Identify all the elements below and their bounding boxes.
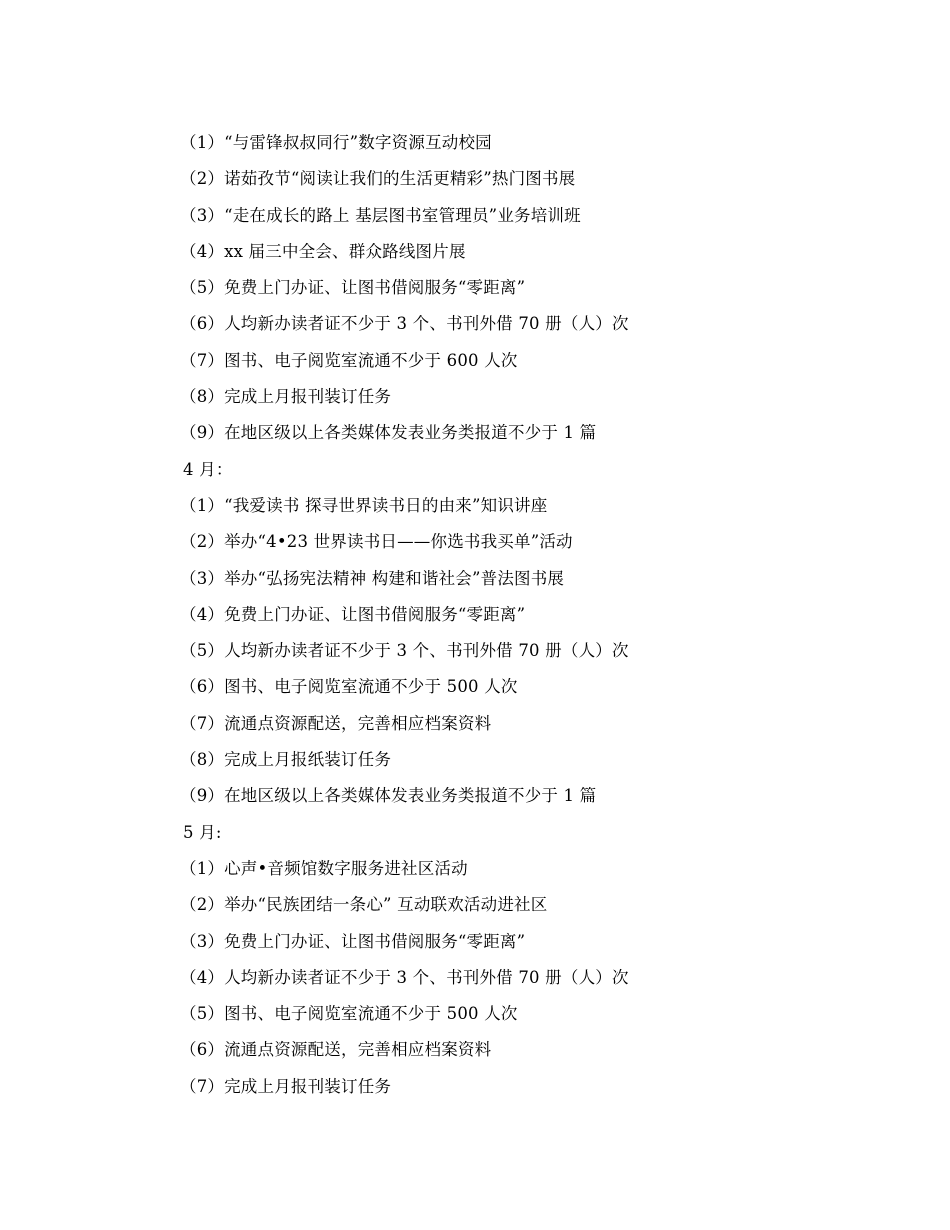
document-body [180,125,880,1105]
list-item: （1）“我爱读书 探寻世界读书日的由来”知识讲座 [180,495,548,515]
list-item: （7）完成上月报刊装订任务 [180,1076,392,1096]
list-item: （6）图书、电子阅览室流通不少于 500 人次 [180,677,518,697]
section-heading-may: 5 月: [183,822,222,842]
list-item: （5）图书、电子阅览室流通不少于 500 人次 [180,1004,518,1024]
list-item: （4）xx 届三中全会、群众路线图片展 [180,241,466,261]
list-item: （7）流通点资源配送，完善相应档案资料 [180,713,492,733]
list-item: （2）举办“民族团结一条心” 互动联欢活动进社区 [180,895,548,915]
section-april [180,452,880,815]
list-item: （8）完成上月报纸装订任务 [180,750,392,770]
list-item: （1）“与雷锋叔叔同行”数字资源互动校园 [180,133,492,152]
list-item: （3）举办“弘扬宪法精神 构建和谐社会”普法图书展 [180,568,565,588]
list-item: （2）举办“4•23 世界读书日——你选书我买单”活动 [180,532,573,552]
list-item: （6）人均新办读者证不少于 3 个、书刊外借 70 册（人）次 [180,314,629,334]
list-item: （7）图书、电子阅览室流通不少于 600 人次 [180,350,518,370]
list-item: （2）诺茹孜节“阅读让我们的生活更精彩”热门图书展 [180,169,576,189]
list-item: （1）心声•音频馆数字服务进社区活动 [180,858,468,878]
list-item: （3）“走在成长的路上 基层图书室管理员”业务培训班 [180,205,581,225]
list-item: （3）免费上门办证、让图书借阅服务“零距离” [180,931,526,951]
section-march-continued [180,125,880,452]
list-item: （8）完成上月报刊装订任务 [180,387,392,407]
list-item: （6）流通点资源配送，完善相应档案资料 [180,1040,492,1060]
section-heading-april: 4 月： [183,459,233,479]
list-item: （5）免费上门办证、让图书借阅服务“零距离” [180,278,526,298]
list-item: （9）在地区级以上各类媒体发表业务类报道不少于 1 篇 [180,786,597,806]
list-item: （4）人均新办读者证不少于 3 个、书刊外借 70 册（人）次 [180,967,629,987]
list-item: （4）免费上门办证、让图书借阅服务“零距离” [180,604,526,624]
section-may [180,815,880,1105]
list-item: （9）在地区级以上各类媒体发表业务类报道不少于 1 篇 [180,423,597,443]
list-item: （5）人均新办读者证不少于 3 个、书刊外借 70 册（人）次 [180,641,629,661]
